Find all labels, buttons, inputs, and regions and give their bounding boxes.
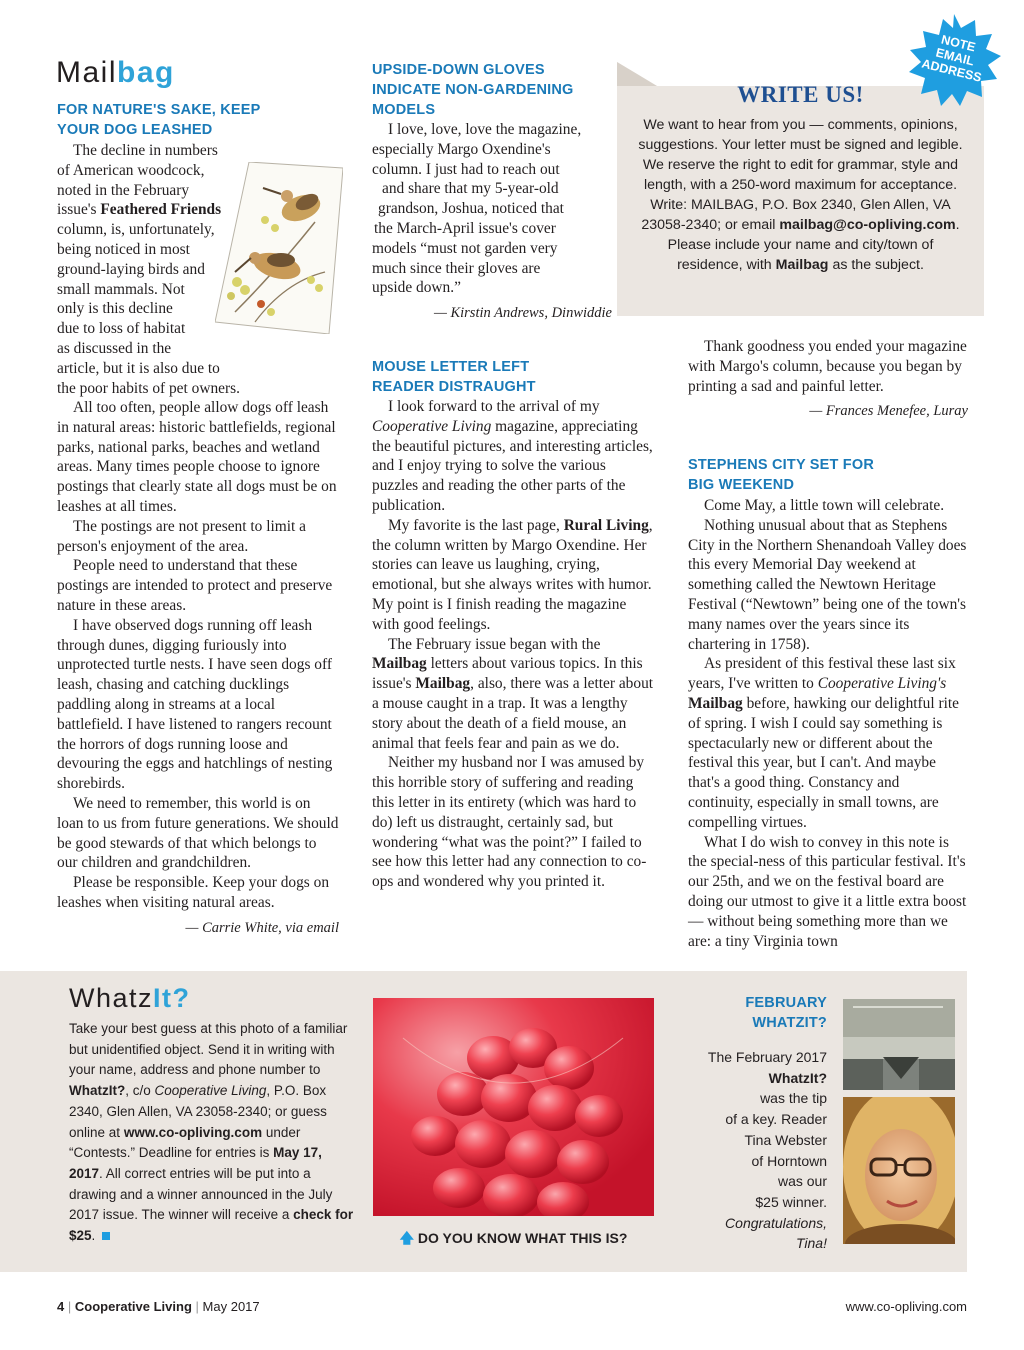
write-us-title: WRITE US! [737, 82, 864, 107]
letter3-continued [688, 337, 968, 422]
letter2-line: the March-April issue's cover [374, 219, 556, 237]
write-us-body [637, 115, 964, 275]
text-run: under “Contests.” Deadline for entries is [69, 1124, 301, 1161]
winner-photo [843, 1097, 955, 1244]
feb-line: The February 2017 [707, 1049, 827, 1065]
feb-line: of Horntown [751, 1152, 827, 1169]
footer-issue: May 2017 [202, 1299, 260, 1314]
letter1-line: the poor habits of pet owners. [57, 379, 240, 397]
letter2-signature: — Kirstin Andrews, Dinwiddie [433, 305, 612, 322]
text-run: The February issue began with the [388, 635, 601, 653]
whatzit-photo [373, 998, 654, 1216]
letter4-body [688, 496, 968, 951]
text-run: before, hawking our delightful rite of spring. I wish I could say something is spectacularly new or different about the festival this year, but I can't. And maybe that's a good thing. Constancy and continuity, especially in small towns, are compelling virtues. [688, 694, 960, 831]
letter1-line: ground-laying birds and [57, 260, 205, 278]
deadline-date: May 17, 2017 [69, 1145, 322, 1181]
whatzit-instructions [69, 1019, 355, 1247]
text-run: , c/o [125, 1083, 151, 1099]
feb-whatzit-headline: FEBRUARY WHATZIT? [745, 995, 827, 1031]
footer-divider: | [195, 1299, 199, 1314]
text-run: , also, there was a letter about a mouse caught in a trap. It was a lengthy story about the death of a field mouse, an animal that feels fear and pain as we do. [372, 675, 654, 752]
prize-amount: check for $25 [69, 1207, 354, 1244]
letter3-paragraph: Neither my husband nor I was amused by this horrible story of suffering and reading this letter in its entirety (which was hard to do) left us distraught, certainly sad, but wondering “what was the point?” I failed to see how this letter had any connection to co-ops and wondered why you printed it. [372, 754, 647, 891]
winner-portrait-image [843, 1097, 955, 1244]
feb-line: Congratulations, [725, 1214, 827, 1231]
text-run: . Please include your name and city/town of residence, with [667, 217, 960, 273]
text-run: , the column written by Margo Oxendine. Her stories can leave us laughing, crying, emotional, but she always writes with humor. My point is I finish reading the magazine with good feelings. [372, 516, 653, 633]
text-run: . All correct entries will be put into a drawing and a winner announced in the July 2017 issue. The winner will receive a [69, 1165, 333, 1223]
arrow-up-icon: 🡅 [399, 1230, 415, 1246]
letter3-paragraph: Thank goodness you ended your magazine with Margo's column, because you began by printing a sad and painful letter. [688, 338, 967, 395]
letter1-paragraph: Please be responsible. Keep your dogs on leashes when visiting natural areas. [57, 874, 330, 911]
text-run: We want to hear from you — comments, opinions, suggestions. Your letter must be signed and legible. We reserve the right to edit for grammar, style and length, with a 250-word maximum for acceptance. Write: MAILBAG, P.O. Box 2340, Glen Allen, VA 23058-2340; or email [638, 117, 963, 233]
letter1-signature: — Carrie White, via email [185, 919, 339, 936]
photo-caption [373, 1228, 654, 1252]
letter2-line: especially Margo Oxendine's [372, 140, 551, 158]
letter1-line: column, is, unfortunately, [57, 221, 215, 239]
letter1-paragraph: People need to understand that these postings are intended to protect and preserve nature in these areas. [57, 557, 333, 614]
whatzit-title [69, 983, 191, 1014]
letter2-body [372, 120, 612, 324]
letter1-paragraph: I have observed dogs running off leash through dunes, digging furiously into unprotected turtle nests. I have seen dogs off leash, chasing and catching ducklings paddling along in streams at a local battlefield. I have listened to rangers recount the horrors of dogs running loose and devouring the eggs and hatchlings of nesting shorebirds. [57, 616, 333, 793]
letter1-line [57, 200, 257, 220]
whatzit-title-part-a: Whatz [69, 983, 154, 1013]
text-run: Take your best guess at this photo of a familiar but unidentified object. Send it in writing with your name, address and phone number to [69, 1021, 348, 1078]
footer-url[interactable]: www.co-opliving.com [845, 1299, 967, 1314]
text-run: As president of this festival these last six years, I've written to [688, 655, 956, 693]
letter3-body [372, 397, 654, 892]
letter1-line: due to loss of habitat [57, 320, 186, 338]
badge-text: NOTE EMAIL ADDRESS [920, 32, 983, 85]
magazine-name: Cooperative Living [154, 1083, 267, 1099]
letter1-paragraph: The postings are not present to limit a person's enjoyment of the area. [57, 517, 306, 555]
raspberry-closeup-image [373, 998, 654, 1216]
end-square-icon [102, 1232, 110, 1240]
letter3-paragraph [372, 516, 654, 635]
letter1-line: being noticed in most [57, 240, 190, 258]
text-run: as the subject. [832, 257, 924, 273]
letter1-line-text: issue's [57, 201, 97, 219]
letter1-line: of American woodcock, [57, 161, 205, 179]
feb-line: was our [777, 1173, 827, 1190]
rural-living-ref: Rural Living [563, 516, 649, 534]
letter2-line: I love, love, love the magazine, [388, 121, 582, 138]
feathered-friends-ref: Feathered Friends [100, 201, 222, 219]
magazine-name: Cooperative Living's [817, 675, 947, 693]
letter4-paragraph: What I do wish to convey in this note is the special-ness of this particular festival. It's our 25th, and we on the festival board are doing our utmost to give it a little extra boost — without being something more than we are: a tiny Virginia town [688, 833, 967, 950]
letter3-paragraph [372, 635, 654, 754]
text-run: . [91, 1228, 96, 1244]
feb-line: of a key. Reader [725, 1111, 827, 1128]
letter1-headline: FOR NATURE'S SAKE, KEEP YOUR DOG LEASHED [57, 102, 261, 138]
letter4-paragraph: Nothing unusual about that as Stephens City in the Northern Shenandoah Valley does this every Memorial Day weekend at something called the Newtown Heritage Festival (“Newtown” being one of the town's many names over the years since its chartering in 1758). [688, 516, 967, 653]
footer-magazine: Cooperative Living [74, 1299, 192, 1314]
email-link[interactable]: mailbag@co-opliving.com [779, 217, 956, 233]
mailbag-ref: Mailbag [775, 257, 829, 273]
letter2-line: upside down.” [372, 279, 461, 297]
page-footer-left [57, 1299, 260, 1314]
footer-divider: | [67, 1299, 72, 1314]
whatzit-title-part-b: It? [153, 983, 191, 1013]
mailbag-ref: Mailbag [688, 694, 743, 712]
letter2-line: models “must not garden very [372, 239, 558, 257]
letter2-headline: UPSIDE-DOWN GLOVES INDICATE NON-GARDENING MODELS [372, 62, 574, 118]
key-tip-photo [843, 999, 955, 1090]
mailbag-ref: Mailbag [372, 655, 427, 673]
letter1-line: as discussed in the [57, 339, 172, 357]
letter4-paragraph [688, 654, 968, 832]
letter1-line: only is this decline [57, 300, 173, 318]
letter1-line: noted in the February [57, 181, 190, 199]
letter3-headline: MOUSE LETTER LEFT READER DISTRAUGHT [372, 359, 536, 395]
letter3-paragraph [372, 397, 654, 516]
letter1-paragraph: All too often, people allow dogs off leash in natural areas: historic battlefields, regional parks, national parks, beaches and wetland areas. Many times people choose to ignore postings that clearly state all dogs must be on leashes at all times. [57, 399, 337, 515]
letter1-line: small mammals. Not [57, 280, 185, 298]
mailbag-ref: Mailbag [415, 675, 471, 693]
text-run: , P.O. Box 2340, Glen Allen, VA 23058-2340; or guess online at [69, 1083, 327, 1140]
letter2-line: column. I just had to reach out [372, 160, 560, 178]
mailbag-title [56, 56, 175, 90]
mailbag-title-part-b: bag [117, 56, 175, 89]
feb-line: was the tip [760, 1090, 827, 1107]
photo-caption-text: DO YOU KNOW WHAT THIS IS? [417, 1230, 628, 1246]
feb-whatzit-body [690, 1047, 827, 1254]
letter1-wrapped-text [57, 141, 257, 398]
letter2-line: grandson, Joshua, noticed that [378, 200, 564, 218]
feb-line: Tina Webster [744, 1131, 827, 1148]
letter4-paragraph: Come May, a little town will celebrate. [704, 497, 945, 514]
letter1-body [57, 398, 339, 939]
letter3-signature: — Frances Menefee, Luray [809, 403, 968, 420]
page-number: 4 [57, 1299, 65, 1314]
whatzit-panel [0, 971, 967, 1272]
feb-line: $25 winner. [755, 1193, 827, 1210]
letter1-line: The decline in numbers [73, 142, 218, 159]
text-run: My favorite is the last page, [388, 516, 560, 534]
mailbag-title-part-a: Mail [56, 56, 118, 89]
letter1-paragraph: We need to remember, this world is on loan to us from future generations. We should be good stewards of that which belongs to our children and grandchildren. [57, 794, 339, 872]
key-tip-image [843, 999, 955, 1090]
text-run: magazine, appreciating the beautiful pictures, and interesting articles, and I enjoy trying to solve the various puzzles and reading the other parts of the publication. [372, 417, 653, 514]
note-email-badge [906, 14, 1002, 110]
website-link[interactable]: www.co-opliving.com [123, 1124, 263, 1140]
feb-line: WhatzIt? [768, 1069, 827, 1086]
magazine-name: Cooperative Living [372, 417, 492, 435]
letter1-line: article, but it is also due to [57, 359, 220, 377]
feb-line: Tina! [795, 1235, 827, 1252]
text-run: letters about various topics. In this issue's [372, 655, 643, 693]
text-run: I look forward to the arrival of my [388, 398, 600, 415]
letter2-line: much since their gloves are [372, 259, 541, 277]
letter4-headline: STEPHENS CITY SET FOR BIG WEEKEND [688, 457, 875, 493]
letter2-line: and share that my 5-year-old [382, 180, 559, 198]
whatzit-ref: WhatzIt? [69, 1083, 126, 1099]
